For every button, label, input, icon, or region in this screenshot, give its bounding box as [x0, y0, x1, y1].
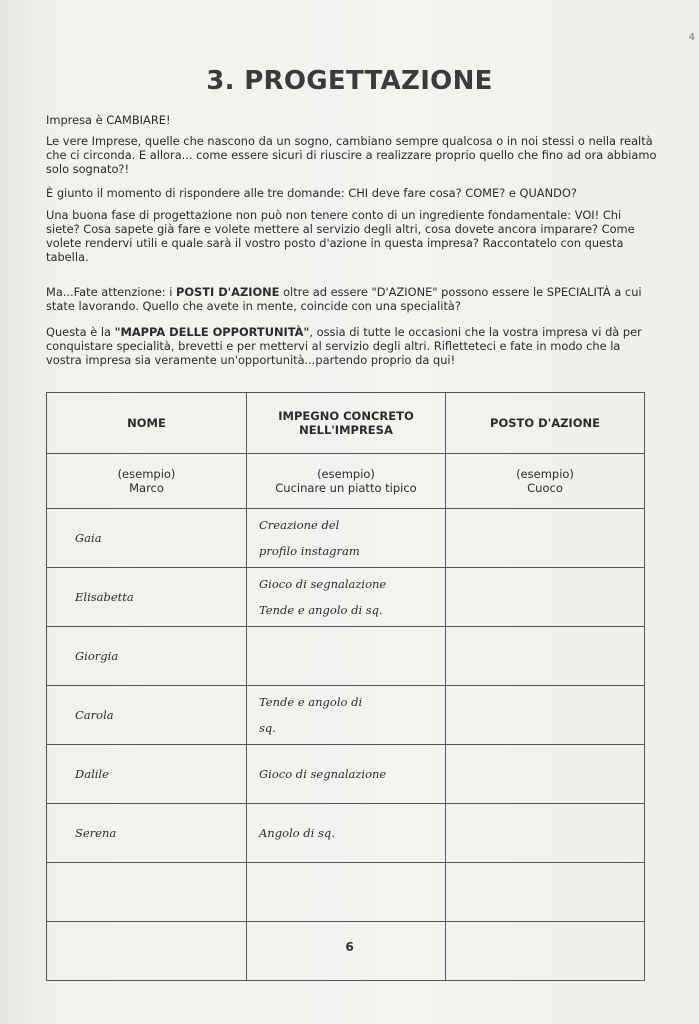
row-impegno [247, 627, 446, 686]
row-nome: Carola [47, 686, 247, 745]
row-impegno-line: Gioco di segnalazione [259, 767, 387, 781]
example-label: (esempio) [516, 467, 574, 481]
row-impegno-line: profilo instagram [259, 544, 360, 558]
row-impegno-line: Tende e angolo di [259, 695, 363, 709]
example-impegno: Cucinare un piatto tipico [275, 481, 417, 495]
row-posto [446, 627, 645, 686]
table-row [47, 568, 645, 627]
header-impegno: IMPEGNO CONCRETO NELL'IMPRESA [247, 393, 446, 454]
p4-text-c: oltre ad essere "D'AZIONE" possono essere le SPECIALITÀ a cui state lavorando. Quello che avete in mente, coincide con una specialità? [46, 285, 642, 313]
header-nome: NOME [47, 393, 247, 454]
paragraph-4 [46, 285, 658, 313]
row-nome: Gaia [47, 509, 247, 568]
example-posto-cell [446, 454, 645, 509]
page-number: 6 [345, 940, 354, 954]
p5-text-a: Questa è la [46, 325, 115, 339]
paragraph-2: È giunto il momento di rispondere alle tre domande: CHI deve fare cosa? COME? e QUANDO? [46, 186, 577, 200]
row-nome: Dalile [47, 745, 247, 804]
p5-text-bold: "MAPPA DELLE OPPORTUNITÀ" [114, 325, 310, 339]
table-header-row [47, 393, 645, 454]
row-nome: Giorgia [47, 627, 247, 686]
table-row [47, 627, 645, 686]
row-impegno [247, 745, 446, 804]
intro-line [46, 113, 658, 127]
intro-bold: CAMBIARE! [106, 113, 171, 127]
p4-text-bold: POSTI D'AZIONE [175, 285, 280, 299]
row-impegno [247, 509, 446, 568]
example-nome-cell [47, 454, 247, 509]
p5-text-c: , ossia di tutte le occasioni che la vostra impresa vi dà per conquistare specialità, brevetti e per mettervi al servizio degli altri. Rifletteteci e fate in modo che la vostra impresa sia veramente un'opportunità...partendo proprio da qui! [46, 325, 642, 367]
row-nome [47, 863, 247, 922]
row-posto [446, 686, 645, 745]
example-label: (esempio) [117, 467, 176, 481]
paragraph-1: Le vere Imprese, quelle che nascono da un sogno, cambiano sempre qualcosa o in noi stessi o nella realtà che ci circonda. E allora... come essere sicuri di riuscire a realizzare proprio quello che fino ad ora abbiamo solo sognato?! [46, 134, 657, 176]
row-posto [446, 509, 645, 568]
row-nome: Serena [47, 804, 247, 863]
row-impegno-line: Gioco di segnalazione [259, 577, 387, 591]
row-impegno [247, 686, 446, 745]
header-posto: POSTO D'AZIONE [446, 393, 645, 454]
row-posto [446, 568, 645, 627]
opportunity-map-table [46, 392, 645, 981]
example-row [47, 454, 645, 509]
row-impegno [247, 568, 446, 627]
paragraph-3: Una buona fase di progettazione non può non tenere conto di un ingrediente fondamentale: VOI! Chi siete? Cosa sapete già fare e volete mettere al servizio degli altri, cosa dovete ancora imparare? Come volete rendervi utili e quale sarà il vostro posto d'azione in questa impresa? Raccontatelo con questa tabella. [46, 208, 635, 264]
row-impegno-line: sq. [259, 721, 276, 735]
example-nome: Marco [129, 481, 164, 495]
page-corner-mark: 4 [688, 32, 695, 43]
row-nome: Elisabetta [47, 568, 247, 627]
row-impegno-line: Creazione del [259, 518, 340, 532]
table-row [47, 686, 645, 745]
p4-text-a: Ma...Fate attenzione: i [46, 285, 176, 299]
row-posto [446, 745, 645, 804]
intro-prefix: Impresa è [46, 113, 107, 127]
row-impegno-line: Angolo di sq. [259, 826, 335, 840]
row-impegno [247, 863, 446, 922]
paragraph-5 [46, 325, 658, 367]
table-row [47, 509, 645, 568]
row-posto [446, 804, 645, 863]
row-impegno [247, 804, 446, 863]
example-posto: Cuoco [527, 481, 563, 495]
row-impegno-line: Tende e angolo di sq. [259, 603, 383, 617]
example-impegno-cell [247, 454, 446, 509]
table-row [47, 804, 645, 863]
table-row [47, 863, 645, 922]
row-posto [446, 863, 645, 922]
table-row [47, 745, 645, 804]
page-title: 3. PROGETTAZIONE [206, 66, 493, 96]
example-label: (esempio) [317, 467, 375, 481]
